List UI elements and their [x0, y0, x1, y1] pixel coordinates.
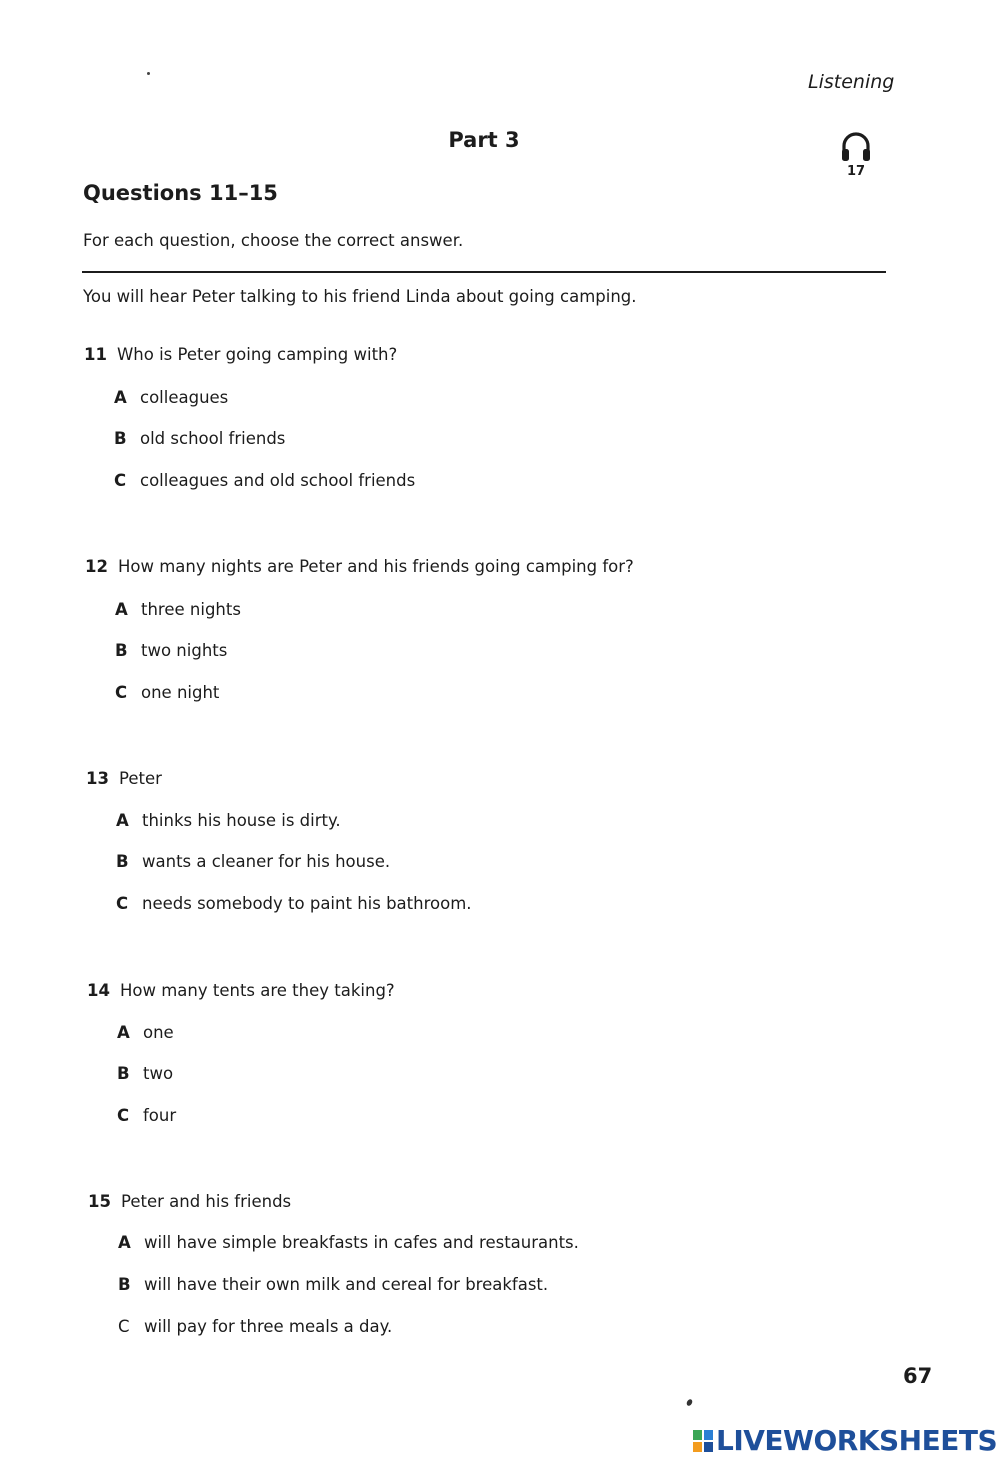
- headphones-icon: [836, 130, 876, 164]
- option-text: wants a cleaner for his house.: [142, 852, 391, 871]
- question-13-option-c[interactable]: [116, 894, 472, 913]
- divider: [82, 271, 886, 273]
- option-text: will pay for three meals a day.: [144, 1317, 393, 1336]
- question-text: Who is Peter going camping with?: [116, 345, 398, 364]
- option-letter: A: [114, 388, 127, 407]
- question-number: 15: [88, 1192, 111, 1211]
- option-letter: C: [114, 471, 127, 490]
- question-15-option-b[interactable]: [118, 1275, 548, 1294]
- option-letter: C: [115, 683, 128, 702]
- option-letter: B: [115, 641, 128, 660]
- question-12-option-c[interactable]: [115, 683, 219, 702]
- stray-mark: [686, 1398, 694, 1407]
- stray-dot: [147, 72, 150, 75]
- option-letter: C: [116, 894, 129, 913]
- question-11-option-a[interactable]: [114, 388, 228, 407]
- question-12-option-b[interactable]: [115, 641, 227, 660]
- question-text: Peter: [118, 769, 162, 788]
- question-13-option-b[interactable]: [116, 852, 390, 871]
- question-12: [85, 557, 634, 576]
- option-text: two nights: [141, 641, 228, 660]
- option-text: three nights: [141, 600, 241, 619]
- question-14: [87, 981, 395, 1000]
- watermark-text: LIVEWORKSHEETS: [716, 1424, 998, 1457]
- section-label: Listening: [808, 71, 895, 93]
- option-text: one night: [141, 683, 220, 702]
- question-number: 14: [87, 981, 110, 1000]
- question-text: How many tents are they taking?: [119, 981, 395, 1000]
- question-11-option-b[interactable]: [114, 429, 285, 448]
- instruction-text: For each question, choose the correct answer.: [83, 231, 464, 250]
- question-text: Peter and his friends: [120, 1192, 292, 1211]
- liveworksheets-watermark: [693, 1424, 998, 1457]
- question-14-option-b[interactable]: [117, 1064, 173, 1083]
- question-11-option-c[interactable]: [114, 471, 415, 490]
- page-number: 67: [903, 1364, 933, 1388]
- question-13-option-a[interactable]: [116, 811, 341, 830]
- option-letter: C: [117, 1106, 130, 1125]
- option-text: will have their own milk and cereal for breakfast.: [144, 1275, 549, 1294]
- question-12-option-a[interactable]: [115, 600, 241, 619]
- option-text: colleagues and old school friends: [140, 471, 416, 490]
- option-text: colleagues: [140, 388, 229, 407]
- option-text: one: [143, 1023, 174, 1042]
- question-number: 11: [84, 345, 107, 364]
- option-letter: A: [116, 811, 129, 830]
- question-14-option-a[interactable]: [117, 1023, 174, 1042]
- question-11: [84, 345, 397, 364]
- option-letter: B: [118, 1275, 131, 1294]
- question-number: 13: [86, 769, 109, 788]
- option-text: old school friends: [140, 429, 286, 448]
- question-text: How many nights are Peter and his friends going camping for?: [117, 557, 634, 576]
- question-13: [86, 769, 162, 788]
- option-letter: B: [116, 852, 129, 871]
- question-14-option-c[interactable]: [117, 1106, 176, 1125]
- option-letter: A: [115, 600, 128, 619]
- question-15: [88, 1192, 291, 1211]
- audio-track-indicator: [836, 130, 876, 179]
- part-title: Part 3: [448, 128, 520, 152]
- option-letter: B: [114, 429, 127, 448]
- audio-track-number: 17: [846, 164, 866, 179]
- questions-heading: Questions 11–15: [83, 181, 278, 205]
- option-text: two: [143, 1064, 174, 1083]
- option-text: needs somebody to paint his bathroom.: [142, 894, 472, 913]
- question-15-option-a[interactable]: [118, 1233, 579, 1252]
- option-letter: A: [118, 1233, 131, 1252]
- question-15-option-c[interactable]: [118, 1317, 392, 1336]
- option-letter: C: [118, 1317, 130, 1336]
- question-number: 12: [85, 557, 108, 576]
- context-text: You will hear Peter talking to his friend Linda about going camping.: [83, 287, 637, 306]
- option-letter: A: [117, 1023, 130, 1042]
- option-text: thinks his house is dirty.: [142, 811, 341, 830]
- option-text: four: [143, 1106, 177, 1125]
- liveworksheets-logo-icon: [693, 1430, 713, 1452]
- option-letter: B: [117, 1064, 130, 1083]
- option-text: will have simple breakfasts in cafes and restaurants.: [144, 1233, 579, 1252]
